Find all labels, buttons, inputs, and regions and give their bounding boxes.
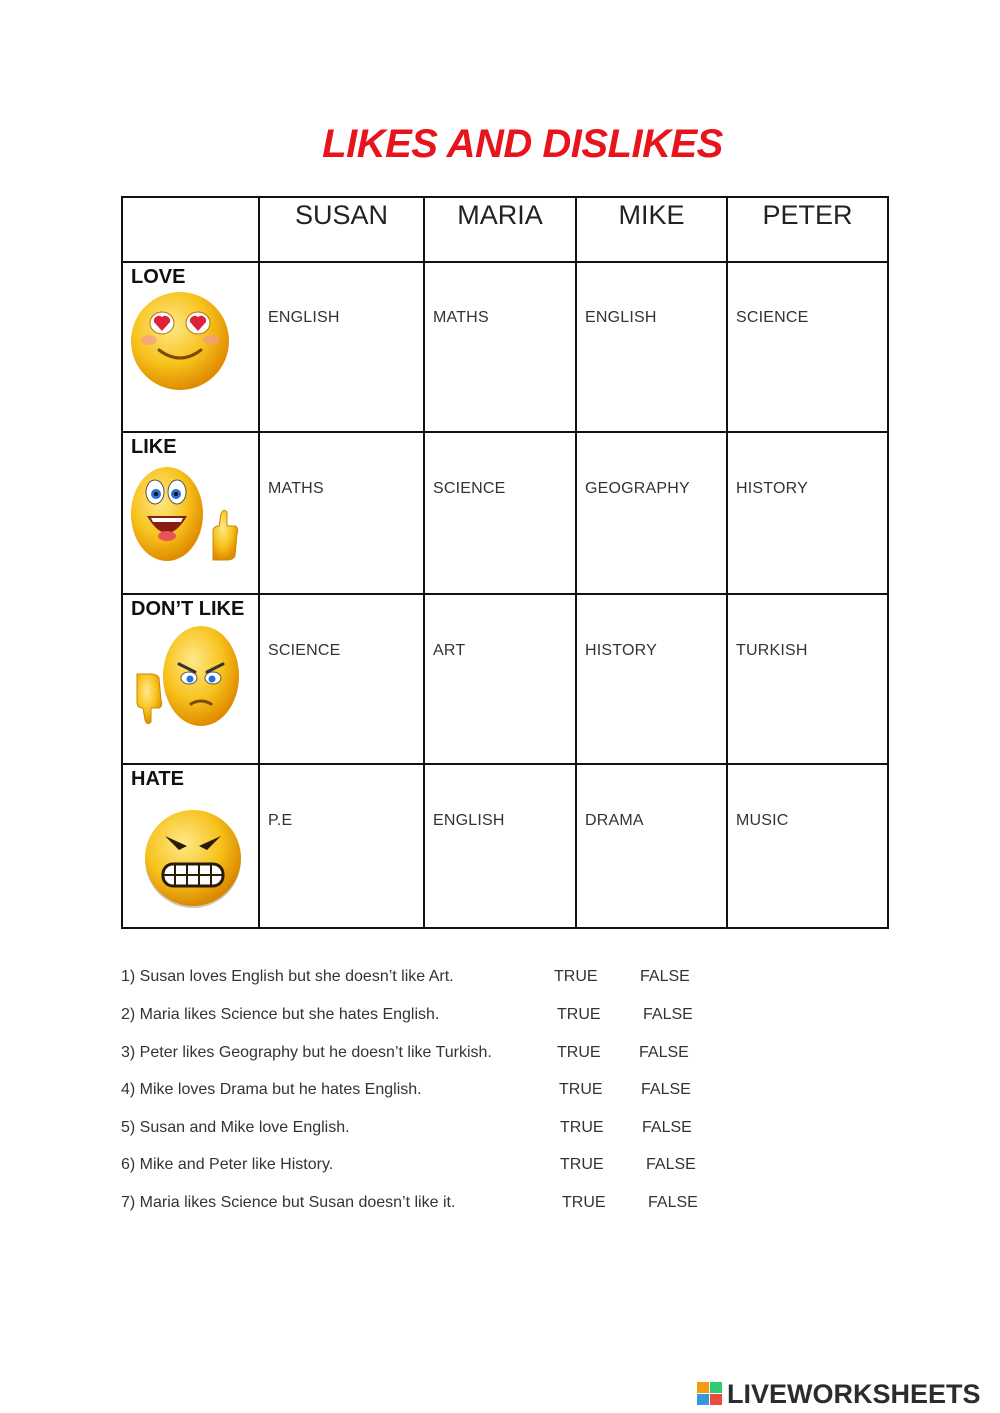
true-option[interactable]: TRUE <box>554 968 598 985</box>
angry-emoji-icon <box>143 806 245 912</box>
false-option[interactable]: FALSE <box>640 968 690 985</box>
question-text: 4) Mike loves Drama but he hates English. <box>121 1081 422 1098</box>
thumbs-down-emoji-icon <box>129 624 241 732</box>
true-option[interactable]: TRUE <box>560 1119 604 1136</box>
false-option[interactable]: FALSE <box>639 1044 689 1061</box>
table-cell: ENGLISH <box>585 309 657 326</box>
column-header-mike: MIKE <box>618 200 685 230</box>
false-option[interactable]: FALSE <box>643 1006 693 1023</box>
table-border-bottom <box>121 927 889 929</box>
table-cell: ART <box>433 642 466 659</box>
page-title: LIKES AND DISLIKES <box>322 122 723 166</box>
table-cell: HISTORY <box>585 642 657 659</box>
false-option[interactable]: FALSE <box>646 1156 696 1173</box>
table-border-right <box>887 196 889 929</box>
table-cell: SCIENCE <box>736 309 809 326</box>
table-cell: ENGLISH <box>268 309 340 326</box>
table-cell: HISTORY <box>736 480 808 497</box>
table-divider <box>726 196 728 929</box>
table-cell: SCIENCE <box>433 480 506 497</box>
table-divider <box>258 196 260 929</box>
column-header-susan: SUSAN <box>294 200 389 230</box>
table-divider <box>575 196 577 929</box>
column-header-peter: PETER <box>762 200 853 230</box>
true-option[interactable]: TRUE <box>562 1194 606 1211</box>
table-divider <box>121 431 889 433</box>
true-option[interactable]: TRUE <box>559 1081 603 1098</box>
false-option[interactable]: FALSE <box>641 1081 691 1098</box>
table-divider <box>423 196 425 929</box>
table-cell: TURKISH <box>736 642 808 659</box>
thumbs-up-emoji-icon <box>129 464 241 564</box>
column-header-maria: MARIA <box>457 200 543 230</box>
question-text: 6) Mike and Peter like History. <box>121 1156 334 1173</box>
question-text: 3) Peter likes Geography but he doesn’t like Turkish. <box>121 1044 492 1061</box>
row-label-hate: HATE <box>131 768 184 790</box>
liveworksheets-logo <box>697 1378 981 1410</box>
row-label-love: LOVE <box>131 266 186 288</box>
table-cell: SCIENCE <box>268 642 341 659</box>
table-cell: MATHS <box>268 480 324 497</box>
table-divider <box>121 593 889 595</box>
question-text: 7) Maria likes Science but Susan doesn’t like it. <box>121 1194 456 1211</box>
table-cell: P.E <box>268 812 293 829</box>
table-cell: DRAMA <box>585 812 644 829</box>
liveworksheets-badge-icon <box>697 1382 723 1406</box>
table-border-top <box>121 196 889 198</box>
question-text: 5) Susan and Mike love English. <box>121 1119 350 1136</box>
table-cell: GEOGRAPHY <box>585 480 690 497</box>
false-option[interactable]: FALSE <box>648 1194 698 1211</box>
question-text: 1) Susan loves English but she doesn’t like Art. <box>121 968 454 985</box>
brand-name: LIVEWORKSHEETS <box>727 1378 981 1409</box>
table-border-left <box>121 196 123 929</box>
question-text: 2) Maria likes Science but she hates English. <box>121 1006 440 1023</box>
table-cell: ENGLISH <box>433 812 505 829</box>
true-option[interactable]: TRUE <box>560 1156 604 1173</box>
table-cell: MATHS <box>433 309 489 326</box>
love-eyes-emoji-icon <box>129 290 231 392</box>
table-divider <box>121 763 889 765</box>
row-label-dont-like: DON’T LIKE <box>131 598 245 620</box>
table-divider <box>121 261 889 263</box>
table-cell: MUSIC <box>736 812 789 829</box>
row-label-like: LIKE <box>131 436 177 458</box>
true-option[interactable]: TRUE <box>557 1006 601 1023</box>
false-option[interactable]: FALSE <box>642 1119 692 1136</box>
true-option[interactable]: TRUE <box>557 1044 601 1061</box>
